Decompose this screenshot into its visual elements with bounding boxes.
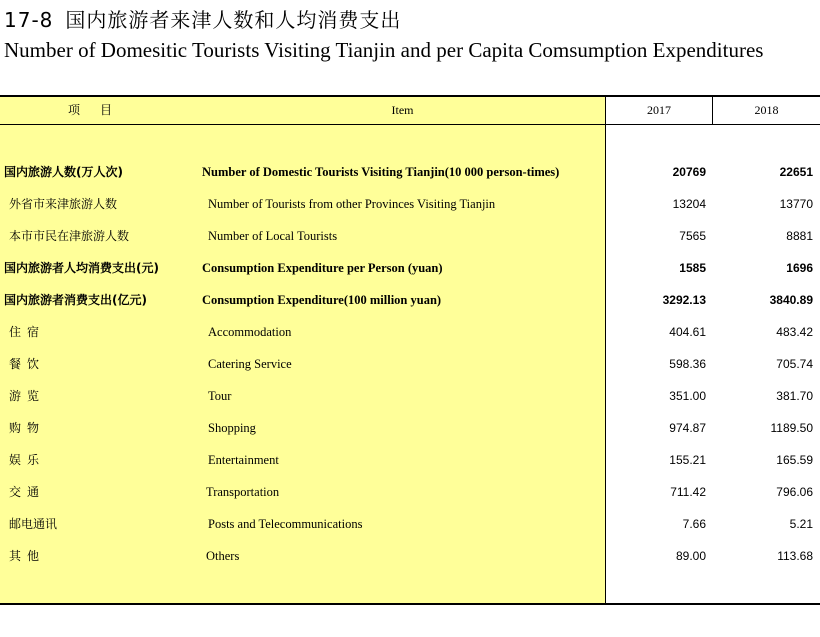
table-row xyxy=(0,508,820,540)
value-2017: 89.00 xyxy=(675,549,706,563)
page-title-zh xyxy=(4,4,401,33)
table-number: 17-8 xyxy=(4,8,54,32)
value-2017: 7565 xyxy=(679,229,706,243)
value-2018: 796.06 xyxy=(776,485,813,499)
title-zh-text: 国内旅游者来津人数和人均消费支出 xyxy=(65,8,402,32)
value-2018: 5.21 xyxy=(789,517,813,531)
row-label-zh: 国内旅游人数(万人次) xyxy=(4,165,123,179)
value-2018: 13770 xyxy=(779,197,813,211)
header-year-2018: 2018 xyxy=(754,103,779,117)
row-label-en: Consumption Expenditure(100 million yuan) xyxy=(202,293,442,307)
value-2017: 3292.13 xyxy=(662,293,706,307)
row-label-zh: 购物 xyxy=(9,421,46,435)
table-row xyxy=(0,412,820,444)
table-row xyxy=(0,444,820,476)
row-label-zh: 本市市民在津旅游人数 xyxy=(9,229,130,243)
value-2017: 974.87 xyxy=(669,421,706,435)
value-2018: 8881 xyxy=(786,229,813,243)
row-label-zh: 国内旅游者人均消费支出(元) xyxy=(4,261,159,275)
row-label-zh: 餐饮 xyxy=(9,357,46,371)
value-2017: 13204 xyxy=(672,197,706,211)
row-label-en: Consumption Expenditure per Person (yuan) xyxy=(202,261,443,275)
row-label-en: Shopping xyxy=(208,421,256,435)
row-label-en: Others xyxy=(206,549,240,563)
row-label-zh: 交通 xyxy=(9,485,46,499)
table-bottom-border xyxy=(0,603,820,605)
table-row xyxy=(0,380,820,412)
row-label-zh: 娱乐 xyxy=(9,453,46,467)
row-label-en: Number of Tourists from other Provinces Visiting Tianjin xyxy=(208,197,496,211)
row-label-en: Number of Domestic Tourists Visiting Tianjin(10 000 person-times) xyxy=(202,165,560,179)
value-2017: 155.21 xyxy=(669,453,706,467)
table-row xyxy=(0,284,820,316)
row-label-zh: 其他 xyxy=(9,549,46,563)
table-row xyxy=(0,156,820,188)
table-row xyxy=(0,476,820,508)
value-2017: 351.00 xyxy=(669,389,706,403)
value-2018: 1189.50 xyxy=(770,421,813,435)
value-2018: 113.68 xyxy=(777,549,813,563)
header-item-zh: 项目 xyxy=(67,103,132,117)
table-row xyxy=(0,252,820,284)
row-label-en: Tour xyxy=(208,389,232,403)
row-label-en: Catering Service xyxy=(208,357,292,371)
value-2018: 1696 xyxy=(786,261,813,275)
value-2017: 20769 xyxy=(672,165,706,179)
value-2018: 22651 xyxy=(779,165,813,179)
row-label-zh: 住宿 xyxy=(9,325,46,339)
table-row xyxy=(0,540,820,572)
row-label-en: Posts and Telecommunications xyxy=(208,517,363,531)
value-2017: 7.66 xyxy=(682,517,706,531)
header-year-2017: 2017 xyxy=(647,103,671,117)
table-row xyxy=(0,188,820,220)
value-2017: 711.42 xyxy=(670,485,706,499)
value-2017: 404.61 xyxy=(669,325,706,339)
table-row xyxy=(0,316,820,348)
table-row xyxy=(0,348,820,380)
header-item-en: Item xyxy=(391,103,414,117)
row-label-zh: 国内旅游者消费支出(亿元) xyxy=(4,293,147,307)
value-2017: 598.36 xyxy=(669,357,706,371)
value-2018: 705.74 xyxy=(776,357,813,371)
row-label-en: Entertainment xyxy=(208,453,279,467)
value-2018: 381.70 xyxy=(776,389,813,403)
data-table xyxy=(0,95,820,605)
value-2018: 483.42 xyxy=(776,325,813,339)
row-label-zh: 邮电通讯 xyxy=(9,517,58,531)
header-bottom-border xyxy=(0,124,820,125)
value-2018: 3840.89 xyxy=(769,293,813,307)
value-2017: 1585 xyxy=(679,261,706,275)
value-2018: 165.59 xyxy=(776,453,813,467)
table-row xyxy=(0,220,820,252)
row-label-en: Accommodation xyxy=(208,325,292,339)
row-label-en: Number of Local Tourists xyxy=(208,229,338,243)
row-label-zh: 外省市来津旅游人数 xyxy=(9,197,118,211)
row-label-en: Transportation xyxy=(206,485,280,499)
row-label-zh: 游览 xyxy=(9,389,46,403)
page-title-en: Number of Domesitic Tourists Visiting Tianjin and per Capita Comsumption Expenditures xyxy=(4,38,764,62)
